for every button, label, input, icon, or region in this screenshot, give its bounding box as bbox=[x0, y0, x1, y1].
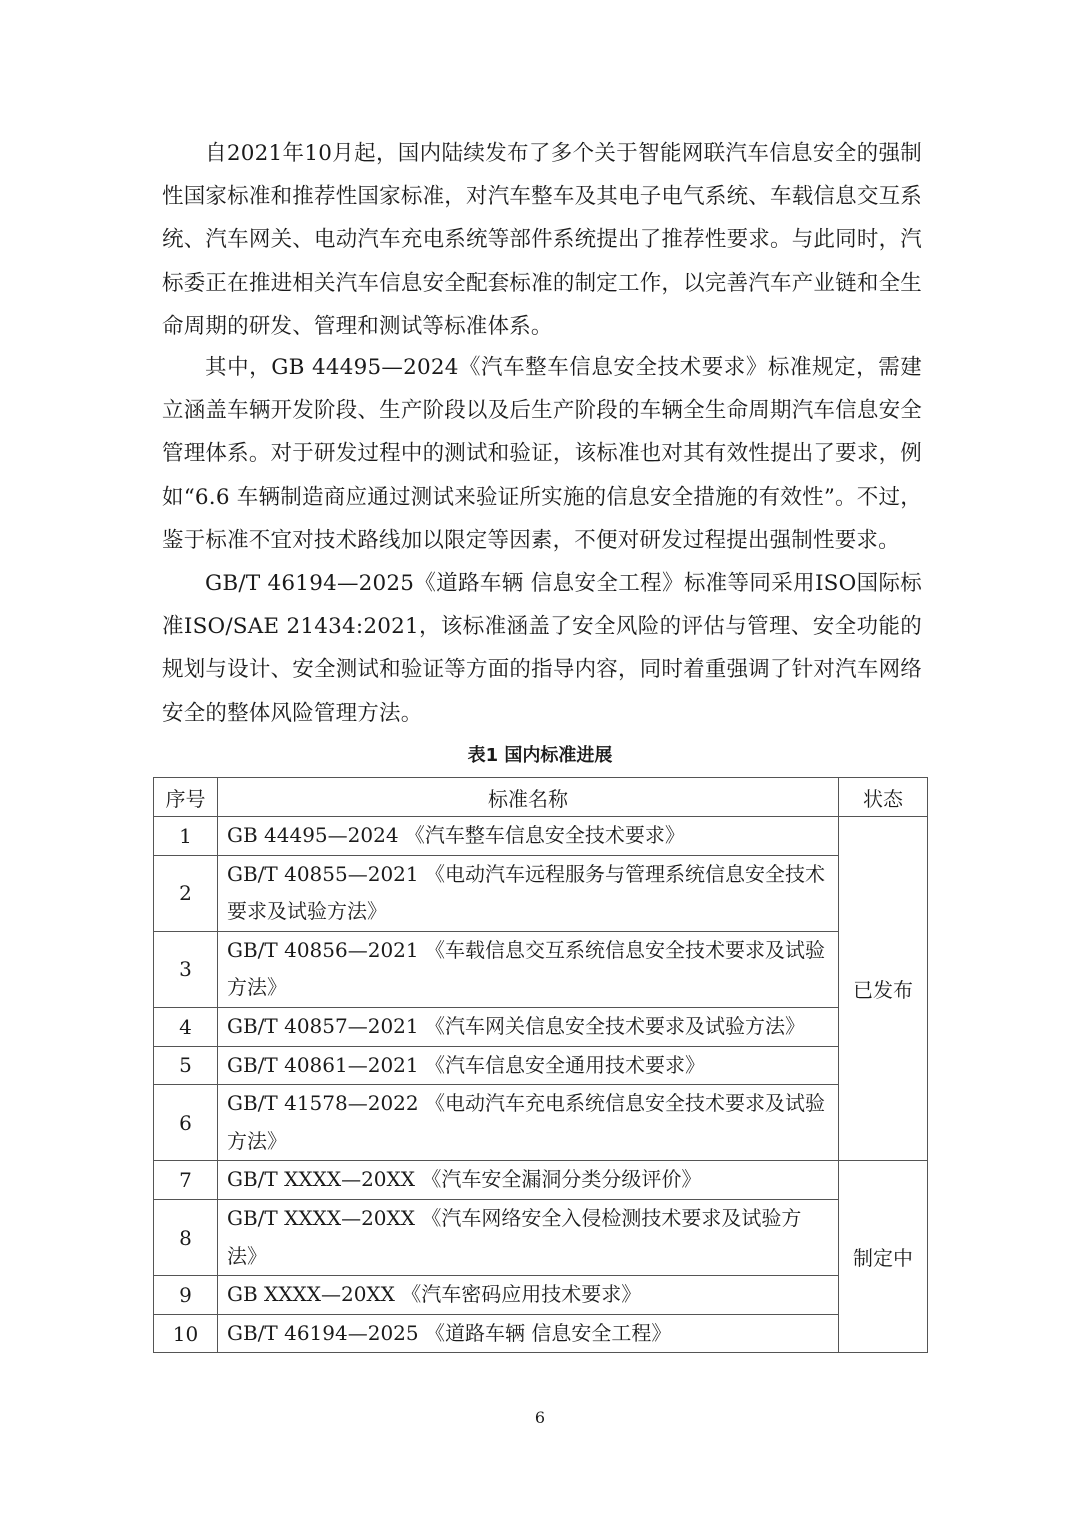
row-index: 3 bbox=[154, 931, 218, 1007]
paragraph-intro: 自2021年10月起，国内陆续发布了多个关于智能网联汽车信息安全的强制性国家标准和推荐性国家标准，对汽车整车及其电子电气系统、车载信息交互系统、汽车网关、电动汽车充电系统等部件系统提出了推荐性要求。与此同时，汽标委正在推进相关汽车信息安全配套标准的制定工作，以完善汽车产业链和全生命周期的研发、管理和测试等标准体系。 bbox=[162, 141, 922, 339]
row-index: 6 bbox=[154, 1085, 218, 1161]
row-index: 4 bbox=[154, 1007, 218, 1046]
row-standard-name: GB/T 40861—2021 《汽车信息安全通用技术要求》 bbox=[218, 1046, 839, 1085]
table-row bbox=[154, 1161, 928, 1200]
row-index: 8 bbox=[154, 1199, 218, 1275]
header-index: 序号 bbox=[154, 778, 218, 817]
row-index: 7 bbox=[154, 1161, 218, 1200]
table-row bbox=[154, 931, 928, 1007]
row-index: 10 bbox=[154, 1314, 218, 1353]
row-standard-name: GB XXXX—20XX 《汽车密码应用技术要求》 bbox=[218, 1276, 839, 1315]
status-in-progress: 制定中 bbox=[839, 1161, 928, 1353]
standards-table bbox=[153, 777, 928, 1353]
table-header-row bbox=[154, 778, 928, 817]
table-row bbox=[154, 1314, 928, 1353]
paragraph-gbt46194: GB/T 46194—2025《道路车辆 信息安全工程》标准等同采用ISO国际标准ISO/SAE 21434:2021，该标准涵盖了安全风险的评估与管理、安全功能的规划与设计、安全测试和验证等方面的指导内容，同时着重强调了针对汽车网络安全的整体风险管理方法。 bbox=[162, 571, 922, 726]
row-standard-name: GB/T 46194—2025 《道路车辆 信息安全工程》 bbox=[218, 1314, 839, 1353]
table-row bbox=[154, 855, 928, 931]
table-row bbox=[154, 1276, 928, 1315]
page-number: 6 bbox=[534, 1408, 546, 1427]
header-status: 状态 bbox=[839, 778, 928, 817]
table-row bbox=[154, 1199, 928, 1275]
row-standard-name: GB/T XXXX—20XX 《汽车网络安全入侵检测技术要求及试验方法》 bbox=[218, 1199, 839, 1275]
table-row bbox=[154, 1085, 928, 1161]
row-index: 2 bbox=[154, 855, 218, 931]
row-standard-name: GB/T 40855—2021 《电动汽车远程服务与管理系统信息安全技术要求及试验方法》 bbox=[218, 855, 839, 931]
row-standard-name: GB/T XXXX—20XX 《汽车安全漏洞分类分级评价》 bbox=[218, 1161, 839, 1200]
row-index: 1 bbox=[154, 817, 218, 856]
table-row bbox=[154, 1046, 928, 1085]
table-row bbox=[154, 1007, 928, 1046]
paragraph-gb44495: 其中，GB 44495—2024《汽车整车信息安全技术要求》标准规定，需建立涵盖车辆开发阶段、生产阶段以及后生产阶段的车辆全生命周期汽车信息安全管理体系。对于研发过程中的测试和验证，该标准也对其有效性提出了要求，例如“6.6 车辆制造商应通过测试来验证所实施的信息安全措施的有效性”。不过，鉴于标准不宜对技术路线加以限定等因素，不便对研发过程提出强制性要求。 bbox=[162, 355, 922, 553]
row-standard-name: GB/T 40857—2021 《汽车网关信息安全技术要求及试验方法》 bbox=[218, 1007, 839, 1046]
row-standard-name: GB 44495—2024 《汽车整车信息安全技术要求》 bbox=[218, 817, 839, 856]
row-index: 9 bbox=[154, 1276, 218, 1315]
row-index: 5 bbox=[154, 1046, 218, 1085]
status-published: 已发布 bbox=[839, 817, 928, 1161]
header-standard-name: 标准名称 bbox=[218, 778, 839, 817]
table-caption: 表1 国内标准进展 bbox=[467, 745, 613, 766]
row-standard-name: GB/T 41578—2022 《电动汽车充电系统信息安全技术要求及试验方法》 bbox=[218, 1085, 839, 1161]
table-row bbox=[154, 817, 928, 856]
row-standard-name: GB/T 40856—2021 《车载信息交互系统信息安全技术要求及试验方法》 bbox=[218, 931, 839, 1007]
